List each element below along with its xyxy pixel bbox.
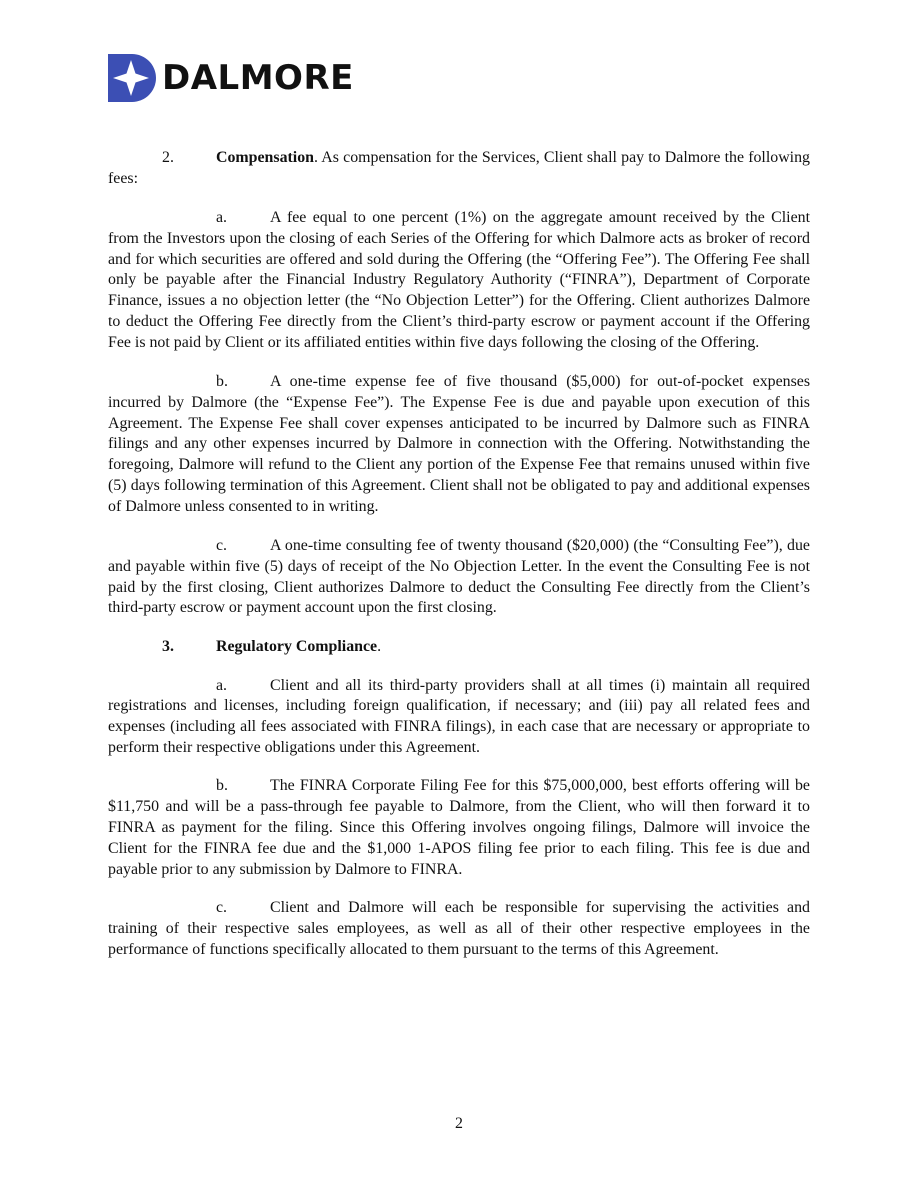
document-body [108,148,810,961]
section-3-heading: 3. Regulatory Compliance. [108,637,810,658]
clause-3c [108,898,810,960]
clause-label: b. [216,372,228,390]
clause-label: b. [216,777,228,795]
clause-text: A one-time consulting fee of twenty thousand ($20,000) (the “Consulting Fee”), due and payable within five (5) days of receipt of the No Objection Letter. In the event the Consulting Fee is not paid by the first closing, Client authorizes Dalmore to deduct the Consulting Fee directly from the Client’s third-party escrow or payment account upon the first closing. [108,536,810,617]
clause-label: a. [216,208,228,226]
dalmore-logo [108,54,354,102]
clause-text: A fee equal to one percent (1%) on the aggregate amount received by the Client from the Investors upon the closing of each Series of the Offering for which Dalmore acts as broker of record and for which securities are offered and sold during the Offering (the “Offering Fee”). The Offering Fee shall only be payable after the Financial Industry Regulatory Authority (“FINRA”), Department of Corporate Finance, issues a no objection letter (the “No Objection Letter”) for the Offering. Client authorizes Dalmore to deduct the Offering Fee directly from the Client’s third-party escrow or payment account if the Offering Fee is not paid by Client or its affiliated entities within five days following the closing of the Offering. [108,208,810,351]
clause-3b [108,776,810,880]
clause-label: a. [216,676,228,694]
section-2-paragraph [108,148,810,190]
clause-2a [108,208,810,354]
section-heading: Compensation [216,149,315,166]
dalmore-star-logo-icon [108,54,156,102]
page-number: 2 [455,1115,463,1132]
logo-text: DALMORE [162,58,354,98]
clause-3a [108,676,810,759]
clause-text: Client and all its third-party providers shall at all times (i) maintain all required registrations and licenses, including foreign qualification, if necessary; and (iii) pay all related fees and expenses (including all fees associated with FINRA filings), in each case that are necessary or appropriate to perform their respective obligations under this Agreement. [108,676,810,756]
clause-2b [108,372,810,518]
section-number: 3. [162,637,174,655]
section-number: 2. [162,149,174,166]
clause-label: c. [216,899,228,917]
section-heading: Regulatory Compliance [216,637,378,655]
section-intro: . As compensation for the Services, Client shall pay to Dalmore the following fees: [108,149,810,187]
clause-label: c. [216,536,228,554]
clause-text: The FINRA Corporate Filing Fee for this $75,000,000, best efforts offering will be $11,750 and will be a pass-through fee payable to Dalmore, from the Client, who will then forward it to FINRA as payment for the filing. Since this Offering involves ongoing filings, Dalmore will invoice the Client for the FINRA fee due and the $1,000 1-APOS filing fee prior to each filing. This fee is due and payable prior to any submission by Dalmore to FINRA. [108,777,810,878]
clause-2c [108,536,810,619]
clause-text: Client and Dalmore will each be responsible for supervising the activities and training of their respective sales employees, as well as all of their other respective employees in the performance of functions specifically allocated to them pursuant to the terms of this Agreement. [108,899,810,958]
clause-text: A one-time expense fee of five thousand ($5,000) for out-of-pocket expenses incurred by Dalmore (the “Expense Fee”). The Expense Fee is due and payable upon execution of this Agreement. The Expense Fee shall cover expenses anticipated to be incurred by Dalmore such as FINRA filings and any other expenses incurred by Dalmore in connection with the Offering. Notwithstanding the foregoing, Dalmore will refund to the Client any portion of the Expense Fee that remains unused within five (5) days following termination of this Agreement. Client shall not be obligated to pay and additional expenses of Dalmore unless consented to in writing. [108,372,810,515]
